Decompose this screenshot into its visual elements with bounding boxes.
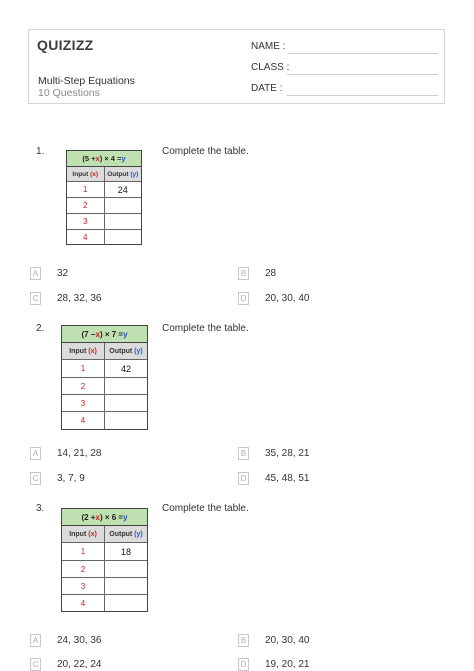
quizizz-logo: QUIZIZZ	[37, 37, 94, 53]
date-label: DATE :	[251, 83, 283, 94]
option-d-text[interactable]: 19, 20, 21	[265, 659, 310, 670]
table-row: 2	[62, 561, 147, 578]
function-table	[61, 325, 148, 430]
option-a-letter[interactable]: A	[30, 634, 41, 647]
option-a-letter[interactable]: A	[30, 267, 41, 280]
equation: (5 + x ) × 4 = y	[67, 151, 141, 167]
question-number: 1.	[36, 146, 45, 157]
option-d-text[interactable]: 45, 48, 51	[265, 473, 310, 484]
function-table	[61, 508, 148, 612]
option-c-letter[interactable]: C	[30, 292, 41, 305]
table-row: 2	[67, 198, 141, 214]
option-b-text[interactable]: 28	[265, 268, 277, 279]
date-line	[287, 95, 438, 96]
option-b-letter[interactable]: B	[238, 634, 249, 647]
table-row: 4	[67, 230, 141, 245]
table-row: 4	[62, 595, 147, 611]
equation: (7 − x ) × 7 = y	[62, 326, 147, 343]
worksheet-title: Multi-Step Equations	[38, 75, 135, 87]
question-number: 2.	[36, 323, 45, 334]
name-line	[287, 53, 438, 54]
option-a-letter[interactable]: A	[30, 447, 41, 460]
name-label: NAME :	[251, 41, 286, 52]
question-count: 10 Questions	[38, 87, 100, 99]
table-header-row: Input (x) Output (y)	[62, 526, 147, 543]
question-number: 3.	[36, 503, 45, 514]
option-b-text[interactable]: 20, 30, 40	[265, 635, 310, 646]
table-row: 2	[62, 378, 147, 395]
option-c-text[interactable]: 3, 7, 9	[57, 473, 85, 484]
option-d-letter[interactable]: D	[238, 292, 249, 305]
option-b-letter[interactable]: B	[238, 447, 249, 460]
table-row: 4	[62, 412, 147, 429]
option-d-letter[interactable]: D	[238, 472, 249, 485]
worksheet-header	[28, 29, 445, 104]
question-prompt: Complete the table.	[162, 146, 249, 157]
option-b-text[interactable]: 35, 28, 21	[265, 448, 310, 459]
class-line	[287, 74, 438, 75]
option-c-letter[interactable]: C	[30, 658, 41, 671]
table-row: 3	[62, 578, 147, 595]
table-row: 1 24	[67, 182, 141, 198]
option-a-text[interactable]: 14, 21, 28	[57, 448, 102, 459]
option-d-text[interactable]: 20, 30, 40	[265, 293, 310, 304]
option-a-text[interactable]: 32	[57, 268, 69, 279]
option-c-letter[interactable]: C	[30, 472, 41, 485]
option-d-letter[interactable]: D	[238, 658, 249, 671]
table-row: 1 42	[62, 360, 147, 378]
question-prompt: Complete the table.	[162, 323, 249, 334]
table-header-row: Input (x) Output (y)	[62, 343, 147, 360]
table-header-row: Input (x) Output (y)	[67, 167, 141, 182]
table-row: 3	[62, 395, 147, 412]
table-row: 3	[67, 214, 141, 230]
option-c-text[interactable]: 28, 32, 36	[57, 293, 102, 304]
table-row: 1 18	[62, 543, 147, 561]
option-b-letter[interactable]: B	[238, 267, 249, 280]
option-c-text[interactable]: 20, 22, 24	[57, 659, 102, 670]
question-prompt: Complete the table.	[162, 503, 249, 514]
option-a-text[interactable]: 24, 30, 36	[57, 635, 102, 646]
function-table	[66, 150, 142, 245]
class-label: CLASS :	[251, 62, 290, 73]
equation: (2 + x ) × 6 = y	[62, 509, 147, 526]
